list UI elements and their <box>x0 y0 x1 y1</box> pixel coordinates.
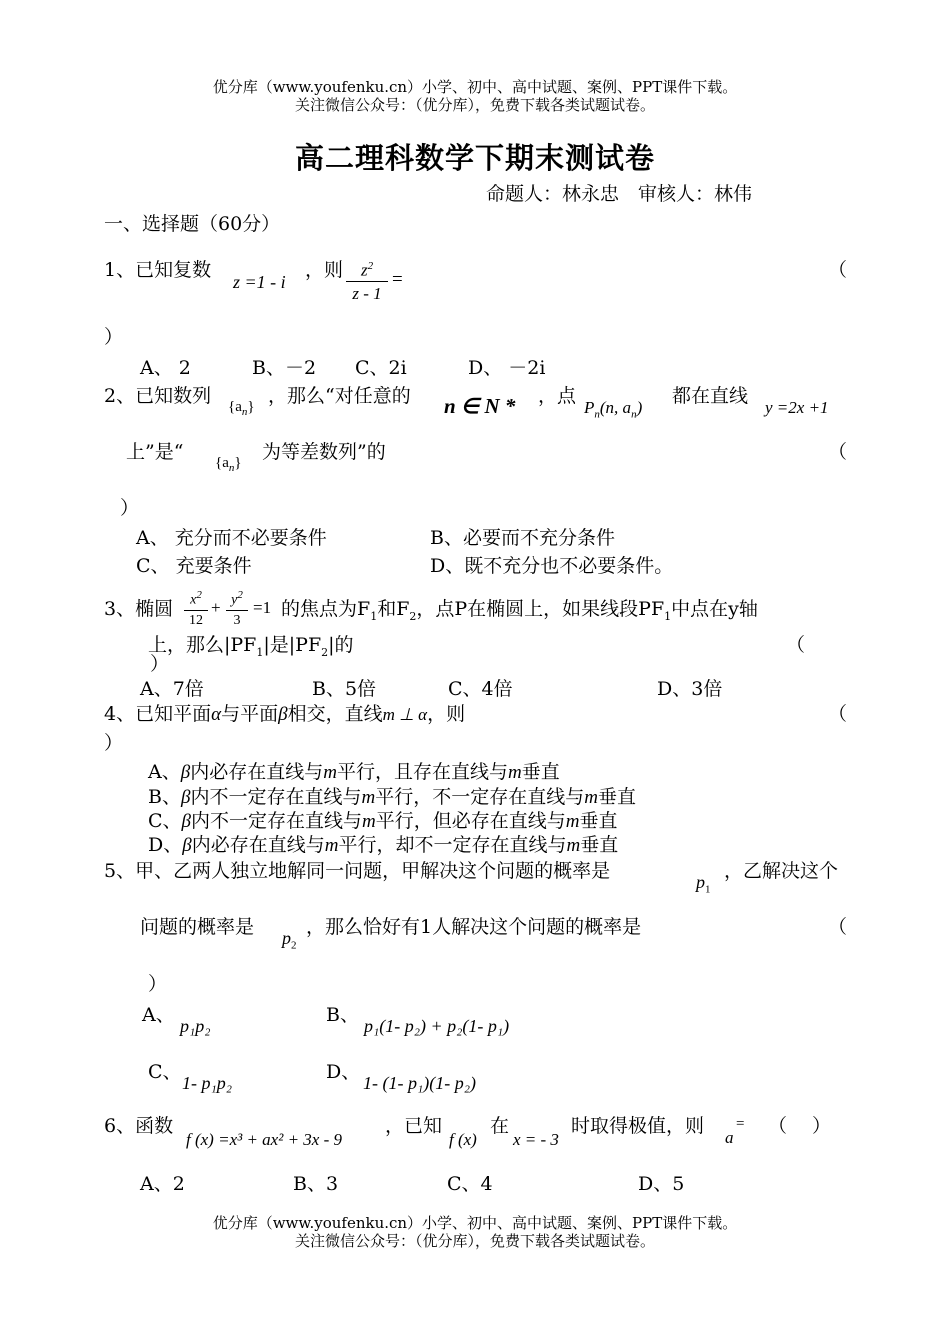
q5-open-paren: （ <box>828 916 848 938</box>
q3-open-paren: （ <box>786 634 806 656</box>
q2-close-paren: ） <box>120 497 140 519</box>
q2-text-2: ，点 <box>538 385 577 407</box>
q3-equals-one: =1 <box>253 598 272 617</box>
footer-line-2: 关注微信公众号：（优分库），免费下载各类试题试卷。 <box>294 1232 655 1250</box>
q3-option-c: C、4倍 <box>448 678 513 700</box>
q2-point: $P_n(n$, $a_n$) <box>584 398 643 421</box>
header-line-2: 关注微信公众号：（优分库），免费下载各类试题试卷。 <box>294 96 655 114</box>
q5-text-4: ，那么恰好有1人解决这个问题的概率是 <box>306 916 642 938</box>
q4-open-paren: （ <box>828 703 848 725</box>
q5-option-c-label: C、 <box>148 1061 182 1083</box>
q6-text-1: ，已知 <box>385 1115 443 1137</box>
q5-text-2: ，乙解决这个 <box>724 860 839 882</box>
q6-text-2: 在 <box>490 1115 510 1137</box>
q6-stem: 6、函数 <box>104 1115 174 1137</box>
q5-p1: $p_1$ <box>696 872 711 896</box>
q6-option-d: D、5 <box>638 1173 685 1195</box>
q6-paren: （ ） <box>768 1115 832 1137</box>
q1-stem: 1、已知复数 <box>104 259 212 281</box>
q3-plus: + <box>211 598 221 617</box>
q1-option-a: A、 2 <box>140 357 191 379</box>
q6-fx: f (x) <box>449 1130 477 1149</box>
q5-option-a: p₁p₂ <box>180 1016 211 1036</box>
q6-equals: = <box>736 1116 745 1132</box>
q4-option-a: A、β内必存在直线与m平行，且存在直线与m垂直 <box>148 761 560 783</box>
q2-option-d: D、既不充分也不必要条件。 <box>430 555 674 577</box>
q3-line-2: 上，那么$|PF_1|$是$|PF_2|$的 <box>148 634 354 659</box>
q5-p2: $p_2$ <box>282 928 297 952</box>
authors: 命题人：林永忠 审核人：林伟 <box>486 183 753 205</box>
q2-option-a: A、 充分而不必要条件 <box>136 527 327 549</box>
q3-option-a: A、7倍 <box>140 678 204 700</box>
q5-text-3: 问题的概率是 <box>140 916 255 938</box>
q4-option-c: C、β内不一定存在直线与m平行，但必存在直线与m垂直 <box>148 810 618 832</box>
q3-fraction-y: $y^2$ 3 <box>226 586 248 631</box>
q5-option-a-label: A、 <box>142 1004 175 1026</box>
footer-line-1: 优分库（www.youfenku.cn）小学、初中、高中试题、案例、PPT课件下载。 <box>212 1214 738 1232</box>
q1-close-paren: ） <box>104 326 124 348</box>
page-title: 高二理科数学下期末测试卷 <box>294 141 655 175</box>
q5-option-d-label: D、 <box>326 1061 361 1083</box>
q2-option-b: B、必要而不充分条件 <box>430 527 615 549</box>
q6-x-value: x = - 3 <box>513 1130 559 1149</box>
q3-option-d: D、3倍 <box>657 678 723 700</box>
q2-text-4: 上”是“ <box>126 441 184 463</box>
q3-close-paren: ） <box>150 653 170 675</box>
q6-option-c: C、4 <box>447 1173 493 1195</box>
q3-text-1: 的焦点为$F_1$和$F_2$，点P在椭圆上，如果线段$PF_1$中点在y轴 <box>281 598 758 623</box>
q2-condition: n ∈ N * <box>444 394 516 418</box>
q3-fraction-x: $x^2$ 12 <box>184 586 208 631</box>
q1-fraction: $z^2$ z - 1 <box>346 256 388 306</box>
q4-close-paren: ） <box>104 732 124 754</box>
q6-text-3: 时取得极值，则 <box>571 1115 705 1137</box>
q2-text-1: ，那么“对任意的 <box>268 385 411 407</box>
q1-then: ，则 <box>305 259 344 281</box>
q5-option-b: p₁(1- p₂) + p₂(1- p₁) <box>364 1016 510 1036</box>
q6-a: a <box>725 1128 734 1147</box>
q5-close-paren: ） <box>148 973 168 995</box>
q6-function: f (x) =x³ + ax² + 3x - 9 <box>186 1130 342 1149</box>
q5-option-b-label: B、 <box>326 1004 359 1026</box>
q1-expr: z =1 - i <box>233 272 286 292</box>
q2-option-c: C、 充要条件 <box>136 555 252 577</box>
q2-open-paren: （ <box>828 441 848 463</box>
q5-option-d: 1- (1- p₁)(1- p₂) <box>363 1073 476 1093</box>
q1-option-b: B、－2 <box>252 357 317 379</box>
q4-option-d: D、β内必存在直线与m平行，却不一定存在直线与m垂直 <box>148 834 619 856</box>
q3-option-b: B、5倍 <box>312 678 377 700</box>
q4-stem: 4、已知平面α与平面β相交，直线m ⊥ α，则 <box>104 703 466 725</box>
q2-text-3: 都在直线 <box>672 385 749 407</box>
q2-sequence: $\{a_n\}$ <box>228 399 255 418</box>
q2-sequence-2: $\{a_n\}$ <box>215 455 242 474</box>
q1-option-c: C、2i <box>355 357 407 379</box>
q6-option-b: B、3 <box>293 1173 339 1195</box>
q6-option-a: A、2 <box>140 1173 185 1195</box>
q1-open-paren: （ <box>828 259 848 281</box>
q1-option-d: D、 －2i <box>468 357 546 379</box>
q3-stem: 3、椭圆 <box>104 598 174 620</box>
q5-option-c: 1- p₁p₂ <box>182 1073 233 1093</box>
q1-equals: = <box>392 269 403 290</box>
q5-stem: 5、甲、乙两人独立地解同一问题，甲解决这个问题的概率是 <box>104 860 611 882</box>
q2-line-eq: y =2x +1 <box>765 398 829 417</box>
header-line-1: 优分库（www.youfenku.cn）小学、初中、高中试题、案例、PPT课件下载。 <box>212 78 738 96</box>
q2-text-5: 为等差数列”的 <box>262 441 386 463</box>
q2-stem: 2、已知数列 <box>104 385 212 407</box>
q4-option-b: B、β内不一定存在直线与m平行，不一定存在直线与m垂直 <box>148 786 636 808</box>
section-heading: 一、选择题（60分） <box>104 213 281 235</box>
